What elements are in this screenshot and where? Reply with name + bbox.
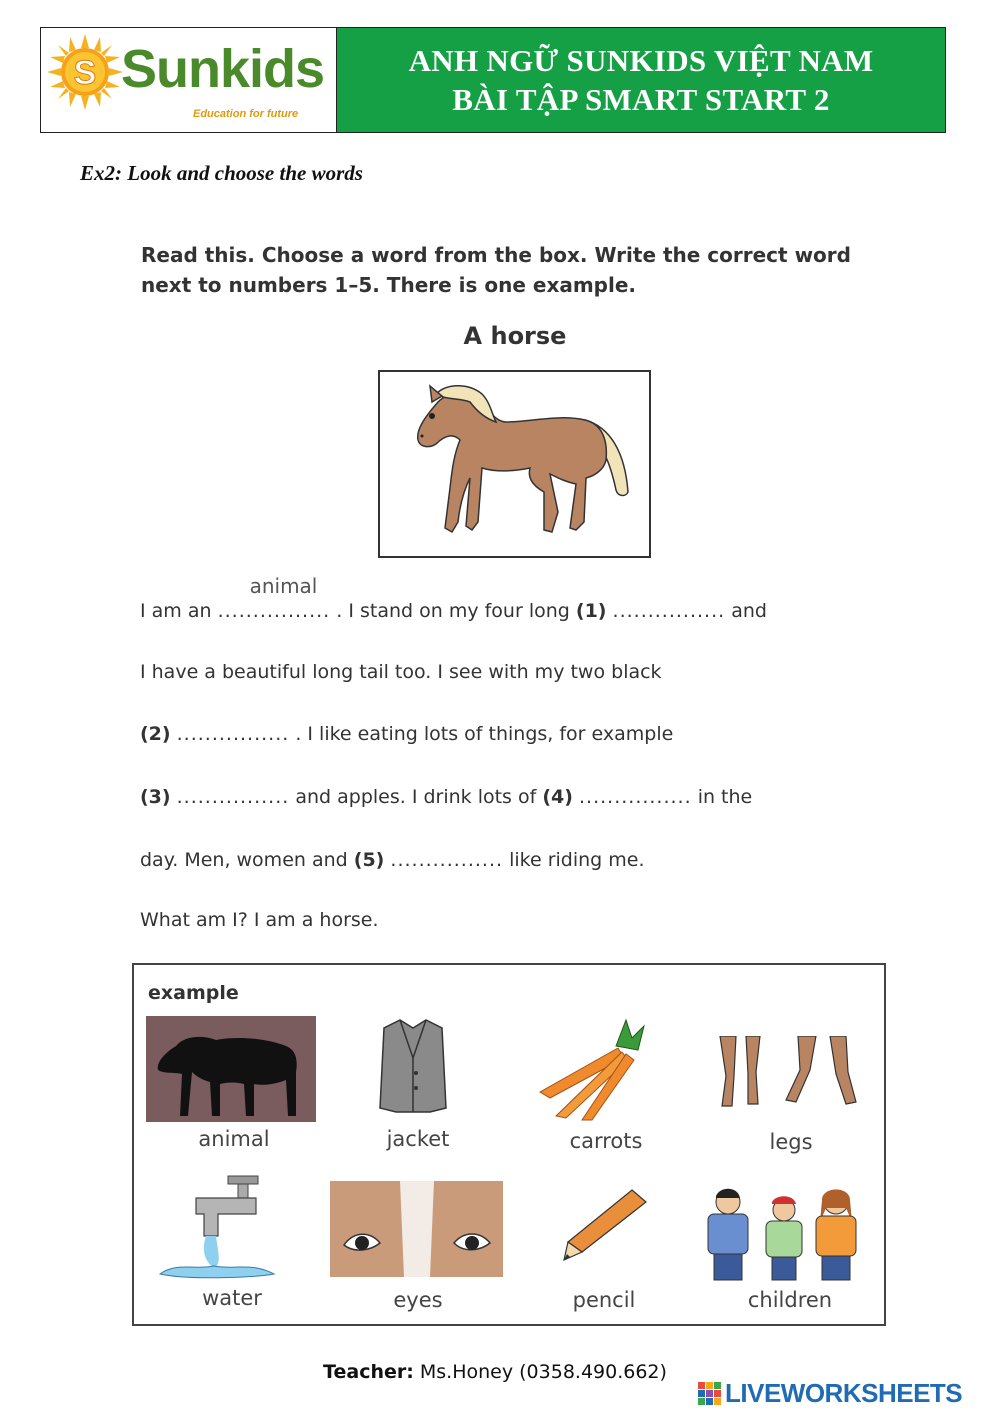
story-line-2 — [140, 661, 662, 683]
exercise-title: Ex2: Look and choose the words — [80, 161, 363, 185]
story-text: I have a beautiful long tail too. I see with my two black — [140, 661, 662, 683]
answer-blank-1[interactable]: ................ — [612, 600, 726, 622]
pencil-picture — [562, 1188, 648, 1262]
instructions: Read this. Choose a word from the box. Write the correct word next to numbers 1–5. There is one example. — [141, 243, 851, 297]
water-picture — [156, 1174, 278, 1282]
banner-line-2: BÀI TẬP SMART START 2 — [452, 82, 830, 117]
sun-logo-icon — [47, 34, 123, 110]
watermark-text: LIVEWORKSHEETS — [725, 1378, 963, 1408]
eyes-picture — [330, 1181, 503, 1277]
story-text: . I like eating lots of things, for example — [295, 723, 674, 745]
blank-number-2: (2) — [140, 723, 171, 745]
story-line-4 — [140, 786, 752, 808]
word-children: children — [747, 1288, 833, 1312]
story-text: in the — [697, 786, 753, 808]
blank-dots: ................ — [217, 600, 331, 622]
brand-tagline: Education for future — [193, 108, 299, 120]
horse-icon — [380, 372, 649, 556]
story-text: What am I? I am a horse. — [140, 909, 379, 931]
story-text: like riding me. — [509, 849, 645, 871]
header-banner — [337, 28, 945, 132]
answer-blank-2[interactable]: ................ — [176, 723, 290, 745]
teacher-label: Teacher: — [323, 1361, 414, 1383]
brand-name: Sunkids — [121, 39, 325, 99]
carrots-icon — [536, 1016, 648, 1122]
word-water: water — [202, 1286, 262, 1310]
header — [40, 27, 946, 133]
water-tap-icon — [156, 1174, 278, 1282]
story-text: and apples. I drink lots of — [295, 786, 537, 808]
word-pencil: pencil — [572, 1288, 636, 1312]
blank-number-3: (3) — [140, 786, 171, 808]
answer-blank-4[interactable]: ................ — [579, 786, 692, 808]
example-answer: animal — [249, 574, 318, 598]
story-title: A horse — [463, 322, 567, 350]
children-icon — [698, 1186, 866, 1282]
liveworksheets-watermark — [697, 1378, 962, 1409]
story-line-1 — [140, 574, 767, 622]
example-label: example — [148, 982, 239, 1004]
answer-blank-3[interactable]: ................ — [176, 786, 290, 808]
carrots-picture — [536, 1016, 648, 1122]
jacket-picture — [378, 1018, 448, 1114]
jacket-icon — [378, 1018, 448, 1114]
legs-icon — [712, 1036, 860, 1112]
animal-silhouette-icon — [146, 1016, 316, 1122]
blank-number-4: (4) — [542, 786, 573, 808]
word-carrots: carrots — [569, 1129, 643, 1153]
animal-picture — [146, 1016, 316, 1122]
story-text: . I stand on my four long — [336, 600, 570, 622]
story-text: I am an — [140, 600, 212, 622]
example-blank — [217, 574, 331, 622]
banner-line-1: ANH NGỮ SUNKIDS VIỆT NAM — [408, 43, 874, 78]
children-picture — [698, 1186, 866, 1282]
word-eyes: eyes — [393, 1288, 443, 1312]
blank-number-5: (5) — [353, 849, 385, 871]
story-text: day. Men, women and — [140, 849, 348, 871]
liveworksheets-logo-icon — [697, 1381, 723, 1407]
blank-number-1: (1) — [575, 600, 607, 622]
logo — [41, 28, 337, 132]
story-line-3 — [140, 723, 673, 745]
story-line-5 — [140, 849, 645, 871]
story-line-6 — [140, 909, 379, 931]
pencil-icon — [562, 1188, 648, 1262]
eyes-icon — [330, 1181, 503, 1277]
teacher-name: Ms.Honey (0358.490.662) — [419, 1361, 667, 1383]
story-text: and — [731, 600, 767, 622]
word-legs: legs — [769, 1130, 813, 1154]
word-jacket: jacket — [386, 1127, 450, 1151]
horse-picture-frame — [378, 370, 651, 558]
answer-blank-5[interactable]: ................ — [390, 849, 504, 871]
svg-text:S: S — [73, 54, 97, 92]
legs-picture — [712, 1036, 860, 1112]
word-animal: animal — [198, 1127, 270, 1151]
